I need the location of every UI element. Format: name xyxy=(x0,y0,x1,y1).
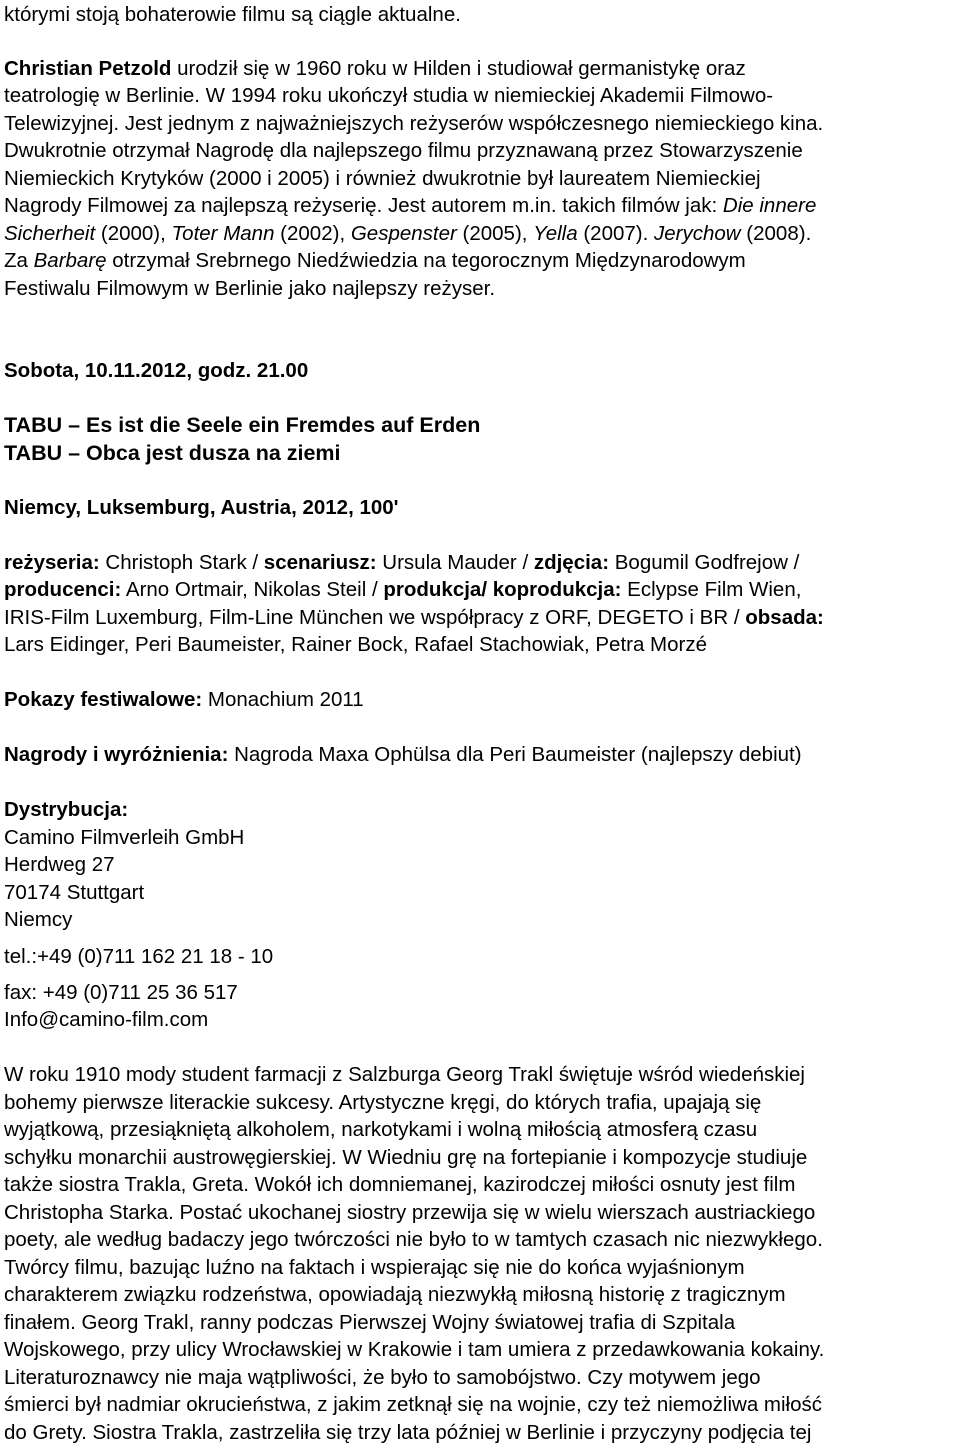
bio-text: otrzymał Srebrnego Niedźwiedzia na tegorocznym Międzynarodowym xyxy=(106,249,746,272)
synopsis-text: charakterem związku rodzeństwa, opowiadają niezwykłą miłosną historię z tragicznym xyxy=(4,1283,786,1306)
synopsis-line xyxy=(4,1419,811,1447)
film-title: Jerychow xyxy=(654,222,741,245)
distribution-fax-text: fax: +49 (0)711 25 36 517 xyxy=(4,981,238,1004)
screenplay-value: Ursula Mauder / xyxy=(376,551,534,574)
distribution-company-text: Camino Filmverleih GmbH xyxy=(4,826,245,849)
cast-label: obsada: xyxy=(745,606,824,629)
distribution-label-text: Dystrybucja: xyxy=(4,798,129,821)
synopsis-text: Literaturoznawcy nie maja wątpliwości, że było to samobójstwo. Czy motywem jego xyxy=(4,1366,761,1389)
film-title-pl xyxy=(4,439,341,467)
synopsis-line xyxy=(4,1254,745,1282)
film-title-de-text: TABU – Es ist die Seele ein Fremdes auf Erden xyxy=(4,413,481,437)
screening-date-text: Sobota, 10.11.2012, godz. 21.00 xyxy=(4,359,309,382)
film-year: (2008). xyxy=(740,222,812,245)
film-year: (2002), xyxy=(274,222,351,245)
synopsis-line xyxy=(4,1171,795,1199)
film-title: Gespenster xyxy=(350,222,457,245)
synopsis-line xyxy=(4,1199,815,1227)
distribution-company xyxy=(4,824,244,852)
bio-text: Za xyxy=(4,249,34,272)
film-origin-text: Niemcy, Luksemburg, Austria, 2012, 100' xyxy=(4,496,399,519)
synopsis-line xyxy=(4,1226,823,1254)
film-year: (2005), xyxy=(456,222,534,245)
photography-value: Bogumil Godfrejow / xyxy=(609,551,800,574)
bio-line-2 xyxy=(4,82,773,110)
email-link[interactable]: Info@camino-film.com xyxy=(4,1008,209,1031)
synopsis-text: Wojskowego, przy ulicy Wrocławskiej w Krakowie i tam umiera z przedawkowania kokainy. xyxy=(4,1338,825,1361)
distribution-tel xyxy=(4,943,273,971)
credits-line-4 xyxy=(4,631,707,659)
synopsis-line xyxy=(4,1061,805,1089)
credits-line-1 xyxy=(4,549,799,577)
film-year: (2007). xyxy=(577,222,655,245)
synopsis-text: bohemy pierwsze literackie sukcesy. Artystyczne kręgi, do których trafia, upajają się xyxy=(4,1091,762,1114)
film-title-de xyxy=(4,411,480,439)
synopsis-line xyxy=(4,1144,807,1172)
synopsis-line xyxy=(4,1391,822,1419)
synopsis-text: poety, ale według badaczy jego twórczości nie było to w tamtych czasach nic niezwykłego. xyxy=(4,1228,823,1251)
distribution-street-text: Herdweg 27 xyxy=(4,853,115,876)
synopsis-line xyxy=(4,1281,786,1309)
synopsis-text: Twórcy filmu, bazując luźno na faktach i wspierając się nie do końca wyjaśnionym xyxy=(4,1256,745,1279)
bio-line-5 xyxy=(4,165,761,193)
festivals-line xyxy=(4,686,364,714)
synopsis-line xyxy=(4,1309,735,1337)
distribution-city-text: 70174 Stuttgart xyxy=(4,881,145,904)
producers-value: Arno Ortmair, Nikolas Steil / xyxy=(121,578,384,601)
film-year: (2000), xyxy=(95,222,172,245)
bio-line-8 xyxy=(4,247,746,275)
film-title: Die innere xyxy=(722,194,817,217)
film-title: Sicherheit xyxy=(4,222,96,245)
bio-text: Telewizyjnej. Jest jednym z najważniejszych reżyserów współczesnego niemieckiego kina. xyxy=(4,112,824,135)
bio-text: Festiwalu Filmowym w Berlinie jako najlepszy reżyser. xyxy=(4,277,496,300)
distribution-tel-text: tel.:+49 (0)711 162 21 18 - 10 xyxy=(4,945,274,968)
film-title: Toter Mann xyxy=(171,222,275,245)
director-name: Christian Petzold xyxy=(4,57,172,80)
bio-text: Nagrody Filmowej za najlepszą reżyserię. Jest autorem m.in. takich filmów jak: xyxy=(4,194,723,217)
film-title: Barbarę xyxy=(33,249,107,272)
synopsis-text: także siostra Trakla, Greta. Wokół ich domniemanej, kazirodczej miłości osnuty jest film xyxy=(4,1173,796,1196)
director-label: reżyseria: xyxy=(4,551,100,574)
festivals-value: Monachium 2011 xyxy=(202,688,364,711)
director-value: Christoph Stark / xyxy=(99,551,264,574)
synopsis-text: wyjątkową, przesiąkniętą alkoholem, narkotykami i wolną miłością atmosferą czasu xyxy=(4,1118,758,1141)
distribution-street xyxy=(4,851,115,879)
credits-line-3 xyxy=(4,604,824,632)
distribution-country-text: Niemcy xyxy=(4,908,73,931)
synopsis-text: schyłku monarchii austrowęgierskiej. W Wiedniu grę na fortepianie i kompozycje studiuje xyxy=(4,1146,808,1169)
distribution-country xyxy=(4,906,72,934)
bio-line-3 xyxy=(4,110,823,138)
bio-line-4 xyxy=(4,137,803,165)
credits-line-2 xyxy=(4,576,801,604)
awards-value: Nagroda Maxa Ophülsa dla Peri Baumeister (najlepszy debiut) xyxy=(228,743,802,766)
festivals-label: Pokazy festiwalowe: xyxy=(4,688,203,711)
synopsis-text: finałem. Georg Trakl, ranny podczas Pierwszej Wojny światowej trafia di Szpitala xyxy=(4,1311,736,1334)
synopsis-text: W roku 1910 mody student farmacji z Salzburga Georg Trakl świętuje wśród wiedeńskiej xyxy=(4,1063,805,1086)
synopsis-text: do Grety. Siostra Trakla, zastrzeliła się trzy lata później w Berlinie i przyczyny podjęcia tej xyxy=(4,1421,812,1444)
awards-label: Nagrody i wyróżnienia: xyxy=(4,743,229,766)
film-title: Yella xyxy=(533,222,578,245)
production-label: produkcja/ xyxy=(383,578,488,601)
photography-label: zdjęcia: xyxy=(533,551,610,574)
bio-text: Niemieckich Krytyków (2000 i 2005) i również dwukrotnie był laureatem Niemieckiej xyxy=(4,167,761,190)
awards-line xyxy=(4,741,802,769)
production-value: IRIS-Film Luxemburg, Film-Line München we współpracy z ORF, DEGETO i BR / xyxy=(4,606,746,629)
synopsis-text: Christopha Starka. Postać ukochanej siostry przewija się w wielu wierszach austriackiego xyxy=(4,1201,816,1224)
synopsis-line xyxy=(4,1364,761,1392)
bio-text: Dwukrotnie otrzymał Nagrodę dla najlepszego filmu przyznawaną przez Stowarzyszenie xyxy=(4,139,803,162)
distribution-city xyxy=(4,879,144,907)
distribution-fax xyxy=(4,979,238,1007)
production-value: Eclypse Film Wien, xyxy=(621,578,802,601)
distribution-label xyxy=(4,796,128,824)
bio-text: urodził się w 1960 roku w Hilden i studiował germanistykę oraz xyxy=(171,57,746,80)
screenplay-label: scenariusz: xyxy=(263,551,377,574)
bio-line-7 xyxy=(4,220,811,248)
cast-value: Lars Eidinger, Peri Baumeister, Rainer Bock, Rafael Stachowiak, Petra Morzé xyxy=(4,633,708,656)
bio-text: którymi stoją bohaterowie filmu są ciągle aktualne. xyxy=(4,3,461,26)
bio-line-6 xyxy=(4,192,816,220)
bio-line-1 xyxy=(4,55,746,83)
screening-date xyxy=(4,357,308,385)
synopsis-line xyxy=(4,1116,757,1144)
bio-line-9 xyxy=(4,275,495,303)
coproduction-label: koprodukcja: xyxy=(487,578,622,601)
distribution-email[interactable] xyxy=(4,1006,208,1034)
producers-label: producenci: xyxy=(4,578,122,601)
film-title-pl-text: TABU – Obca jest dusza na ziemi xyxy=(4,441,341,465)
synopsis-line xyxy=(4,1089,761,1117)
bio-carry-line xyxy=(4,1,461,29)
synopsis-line xyxy=(4,1336,824,1364)
bio-text: teatrologię w Berlinie. W 1994 roku ukończył studia w niemieckiej Akademii Filmowo- xyxy=(4,84,774,107)
film-origin xyxy=(4,494,399,522)
synopsis-text: śmierci był nadmiar okrucieństwa, z jakim zetknął się na wojnie, czy też niemożliwa miłość xyxy=(4,1393,822,1416)
